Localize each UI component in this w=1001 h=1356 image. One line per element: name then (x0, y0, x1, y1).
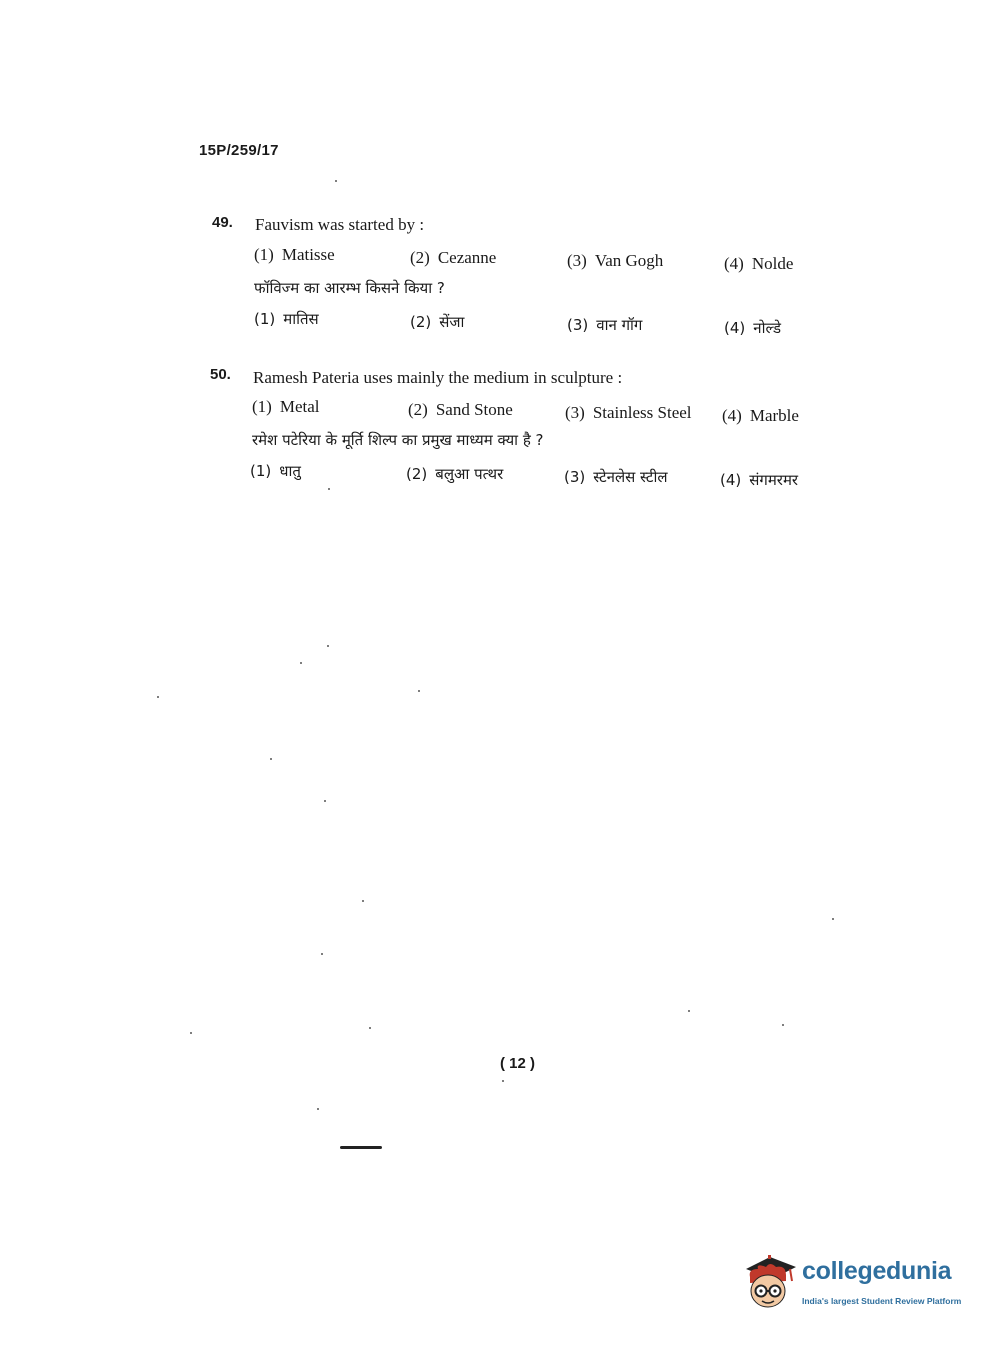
option-number: (4) (724, 319, 746, 337)
scan-speck (321, 953, 323, 955)
option-english (722, 406, 799, 426)
option-label: संगमरमर (749, 471, 799, 489)
option-number: (3) (564, 468, 586, 486)
option-number: (1) (252, 397, 272, 416)
question-number: 49. (212, 214, 233, 231)
option-label: Sand Stone (435, 400, 513, 419)
option-label: नोल्डे (753, 319, 781, 337)
option-hindi (254, 309, 319, 329)
paper-code: 15P/259/17 (199, 142, 279, 159)
option-english (565, 403, 692, 423)
option-english (724, 254, 793, 274)
option-english (567, 251, 663, 271)
option-number: (1) (250, 462, 272, 480)
option-label: बलुआ पत्थर (435, 465, 504, 483)
scan-speck (832, 918, 834, 920)
option-hindi (564, 467, 668, 487)
option-label: Matisse (281, 245, 335, 264)
scan-speck (362, 900, 364, 902)
option-english (410, 248, 496, 268)
page-number: ( 12 ) (500, 1055, 536, 1072)
collegedunia-watermark (742, 1251, 972, 1313)
option-number: (1) (254, 245, 274, 264)
scan-speck (300, 662, 302, 664)
question-text-english: Ramesh Pateria uses mainly the medium in sculpture : (253, 368, 623, 387)
option-label: Cezanne (437, 248, 497, 267)
option-number: (2) (406, 465, 428, 483)
option-number: (3) (565, 403, 585, 422)
brand-name: collegedunia (802, 1257, 952, 1285)
question-text-hindi: रमेश पटेरिया के मूर्ति शिल्प का प्रमुख माध्यम क्या है ? (252, 431, 544, 449)
scan-speck (270, 758, 272, 760)
option-number: (2) (408, 400, 428, 419)
option-label: वान गॉग (596, 316, 643, 334)
scan-speck (688, 1010, 690, 1012)
option-label: स्टेनलेस स्टील (593, 468, 668, 486)
scan-smudge (340, 1146, 382, 1149)
option-number: (3) (567, 251, 587, 270)
question-text-hindi: फॉविज्म का आरम्भ किसने किया ? (254, 279, 445, 297)
option-label: Nolde (751, 254, 794, 273)
option-number: (4) (722, 406, 742, 425)
student-mascot-icon (742, 1251, 800, 1313)
option-number: (4) (720, 471, 742, 489)
scan-speck (324, 800, 326, 802)
option-english (254, 245, 335, 265)
option-number: (2) (410, 313, 432, 331)
option-label: सेंजा (439, 313, 465, 331)
option-label: Marble (749, 406, 799, 425)
option-hindi (720, 470, 798, 490)
question-text-english: Fauvism was started by : (255, 215, 425, 234)
scan-speck (328, 488, 330, 490)
option-hindi (406, 464, 503, 484)
question-number: 50. (210, 366, 231, 383)
option-english (408, 400, 513, 420)
option-hindi (724, 318, 781, 338)
scan-speck (502, 1080, 504, 1082)
option-number: (1) (254, 310, 276, 328)
option-hindi (410, 312, 464, 332)
scan-speck (157, 696, 159, 698)
brand-tagline: India's largest Student Review Platform (802, 1296, 962, 1306)
option-label: Stainless Steel (592, 403, 692, 422)
option-label: Metal (279, 397, 320, 416)
scan-speck (782, 1024, 784, 1026)
option-english (252, 397, 319, 417)
option-label: Van Gogh (594, 251, 664, 270)
scan-speck (190, 1032, 192, 1034)
option-label: मातिस (283, 310, 319, 328)
option-number: (3) (567, 316, 589, 334)
scan-speck (327, 645, 329, 647)
option-label: धातु (279, 462, 301, 480)
scan-speck (317, 1108, 319, 1110)
option-hindi (250, 461, 301, 481)
option-hindi (567, 315, 642, 335)
scan-speck (335, 180, 337, 182)
option-number: (4) (724, 254, 744, 273)
scan-speck (418, 690, 420, 692)
scan-speck (369, 1027, 371, 1029)
option-number: (2) (410, 248, 430, 267)
